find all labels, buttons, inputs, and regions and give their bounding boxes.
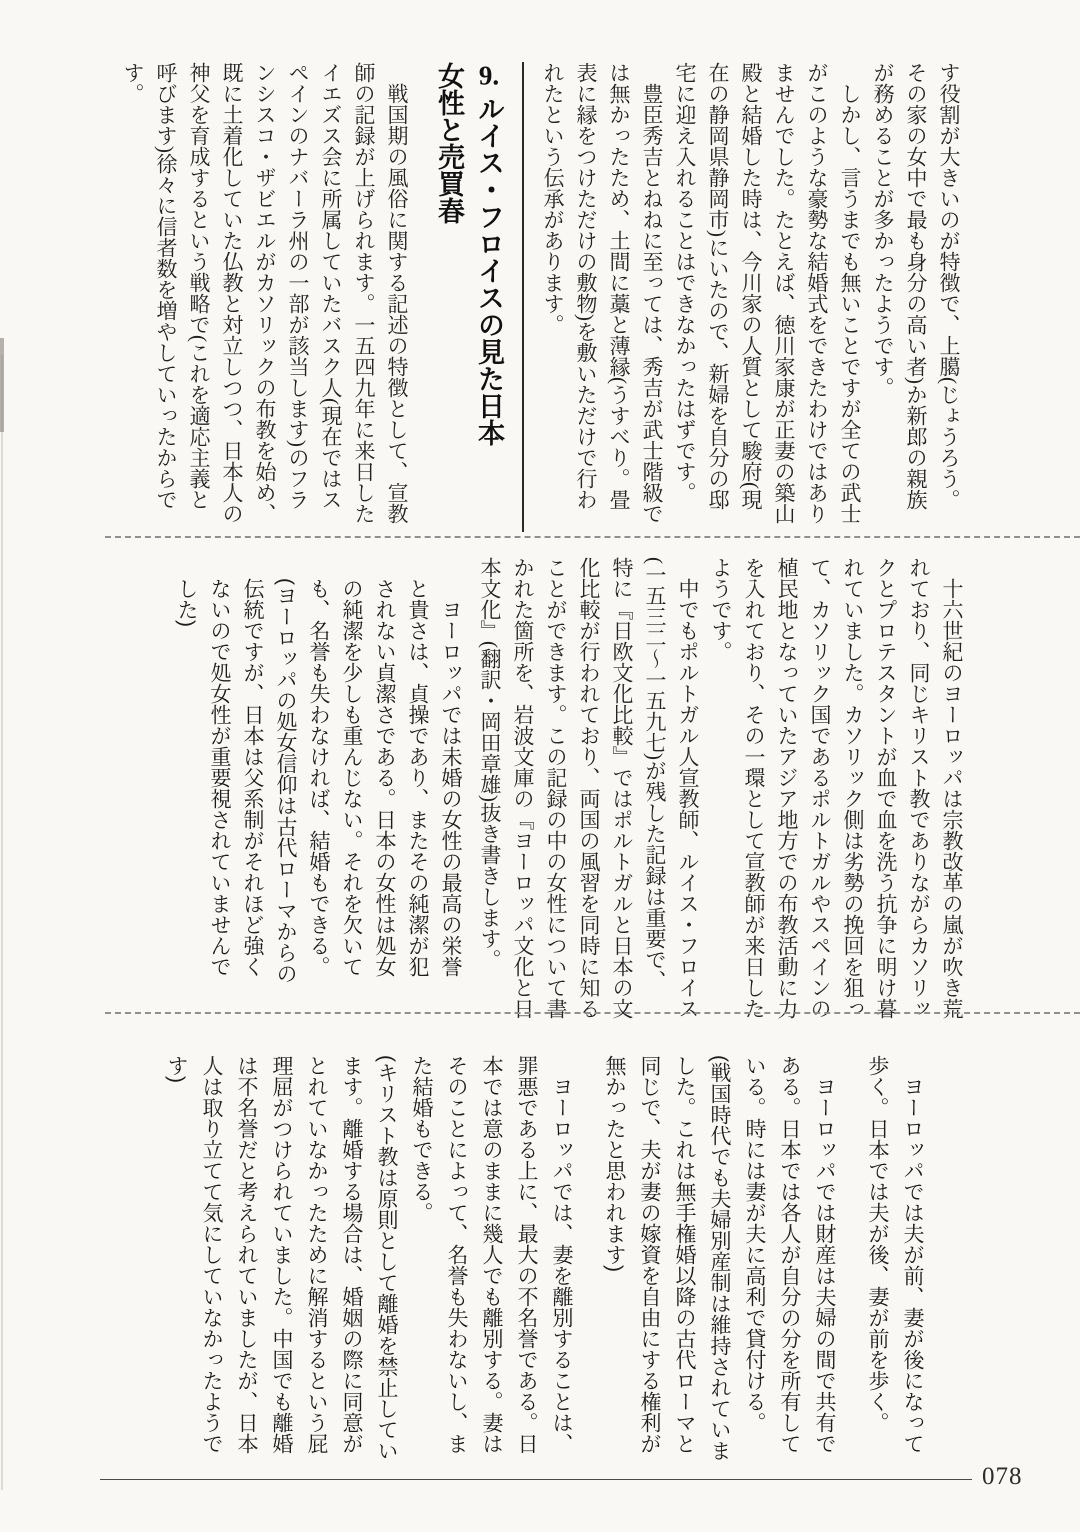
dashed-divider-1: [105, 536, 1080, 538]
text-column: れており、同じキリスト教でありながらカソリッ: [907, 557, 931, 1019]
text-column: 既に土着化していた仏教と対立しつつ、日本人の: [220, 62, 244, 524]
page-number: 078: [982, 1463, 1023, 1490]
text-column: す役割が大きいのが特徴で、上臈(じょうろう。: [937, 62, 961, 510]
text-column: は不名誉だと考えられていましたが、日本: [235, 1055, 258, 1454]
text-column: クとプロテスタントが血で血を洗う抗争に明け暮: [874, 557, 898, 1019]
text-column: かれた箇所を、岩波文庫の『ヨーロッパ文化と日: [511, 557, 535, 1019]
text-column: した): [175, 578, 198, 627]
text-column: 植民地となっていたアジア地方での布教活動に力: [775, 557, 799, 1019]
text-column: 宅に迎え入れることはできなかったはずです。: [673, 62, 697, 503]
text-column: (戦国時代でも夫婦別産制は維持されていま: [708, 1055, 731, 1461]
text-column: 十六世紀のヨーロッパは宗教改革の嵐が吹き荒: [940, 578, 964, 1019]
dashed-divider-2: [105, 1012, 1080, 1014]
section-bottom-band: [140, 1055, 930, 1475]
text-column: そのことによって、名誉も失わないし、ま: [445, 1055, 468, 1454]
text-column: とれていなかったために解消するという屁: [305, 1055, 328, 1454]
text-column: す): [165, 1055, 188, 1083]
text-column: 理屈がつけられていました。中国でも離婚: [270, 1055, 293, 1454]
text-column: 本文化』(翻訳・岡田章雄)抜き書きします。: [478, 557, 502, 970]
text-column: 本では意のままに幾人でも離別する。妻は: [480, 1055, 503, 1454]
text-column: した。これは無手権婚以降の古代ローマと: [673, 1055, 696, 1454]
text-column: 中でもポルトガル人宣教師、ルイス・フロイス: [676, 578, 700, 1019]
text-column: れたという伝承があります。: [541, 62, 565, 335]
text-column: 伝統ですが、日本は父系制がそれほど強く: [241, 578, 264, 977]
text-column: 在の静岡県静岡市)にいたので、新婦を自分の邸: [706, 62, 730, 510]
text-column: す。: [121, 62, 145, 104]
section-heading-subtitle: 女性と売買春: [434, 62, 464, 224]
text-column: て、カソリック国であるポルトガルやスペインの: [808, 557, 832, 1019]
text-column: ある。日本では各人が自分の分を所有して: [778, 1055, 801, 1454]
text-column: の純潔を少しも重んじない。それを欠いて: [340, 578, 363, 977]
text-column: ことができます。この記録の中の女性について書: [544, 557, 568, 1019]
text-column: ませんでした。たとえば、徳川家康が正妻の築山: [772, 62, 796, 524]
footer-rule: [100, 1479, 972, 1480]
text-column: がこのような豪勢な結婚式をできたわけではあり: [805, 62, 829, 524]
text-column: (キリスト教は原則として離婚を禁止してい: [375, 1055, 398, 1461]
text-column: 神父を育成するという戦略で(これを適応主義と: [187, 62, 211, 510]
text-column: が務めることが多かったようです。: [871, 62, 895, 398]
text-column: ないので処女性が重要視されていませんで: [208, 578, 231, 977]
text-column: 同じで、夫が妻の嫁資を自由にする権利が: [638, 1055, 661, 1454]
text-column: た結婚もできる。: [410, 1055, 433, 1223]
text-column: 表に縁をつけただけの敷物)を敷いただけで行わ: [574, 62, 598, 510]
text-column: (ヨーロッパの処女信仰は古代ローマからの: [274, 578, 297, 984]
text-column: も、名誉も失わなければ、結婚もできる。: [307, 578, 330, 977]
text-column: 化比較が行われており、両国の風習を同時に知る: [577, 557, 601, 1019]
scan-edge-mark: [0, 338, 4, 432]
text-column: 人は取り立てて気にしていなかったようで: [200, 1055, 223, 1454]
text-column: 無かったと思われます): [603, 1055, 626, 1272]
scan-edge-line: [1, 355, 3, 1490]
text-column: れていました。カソリック側は劣勢の挽回を狙っ: [841, 557, 865, 1019]
text-column: その家の女中で最も身分の高い者)か新郎の親族: [904, 62, 928, 510]
text-column: を入れており、その一環として宣教師が来日した: [742, 557, 766, 1019]
text-column: (一五三二〜一五九七)が残した記録は重要で、: [643, 557, 667, 991]
text-column: ヨーロッパでは、妻を離別することは、: [550, 1076, 573, 1454]
section-number: 9.: [478, 62, 500, 89]
section-title-text: ルイス・フロイスの見た日本: [474, 95, 504, 446]
text-column: と貴さは、貞操であり、またその純潔が犯: [406, 578, 429, 977]
text-column: 殿と結婚した時は、今川家の人質として駿府(現: [739, 62, 763, 510]
text-column: 豊臣秀吉とねねに至っては、秀吉が武士階級で: [640, 83, 664, 524]
text-column: しかし、言うまでも無いことですが全ての武士: [838, 83, 862, 524]
text-column: 罪悪である上に、最大の不名誉である。日: [515, 1055, 538, 1454]
text-column: ます。離婚する場合は、婚姻の際に同意が: [340, 1055, 363, 1454]
section-middle-band: [110, 557, 968, 1019]
text-column: は無かったため、土間に藁と薄縁(うすべり。畳: [607, 62, 631, 510]
text-column: ヨーロッパでは未婚の女性の最高の栄誉: [439, 599, 462, 977]
text-column: ようです。: [709, 557, 733, 662]
section-heading-title: [469, 62, 509, 532]
section-top-band: [105, 62, 965, 532]
text-column: イエズス会に所属していたバスク人(現在ではス: [319, 62, 343, 510]
text-column: 師の記録が上げられます。一五四九年に来日した: [352, 62, 376, 524]
text-column: ヨーロッパでは夫が前、妻が後になって: [901, 1076, 924, 1454]
text-column: ンシスコ・ザビエルがカソリックの布教を始め、: [253, 62, 277, 524]
text-column: いる。時には妻が夫に高利で貸付ける。: [743, 1055, 766, 1433]
text-column: 呼びます)徐々に信者数を増やしていったからで: [154, 62, 178, 510]
text-column: ヨーロッパでは財産は夫婦の間で共有で: [813, 1076, 836, 1454]
section-heading: [429, 62, 524, 532]
text-column: されない貞潔さである。日本の女性は処女: [373, 578, 396, 977]
text-column: 特に『日欧文化比較』ではポルトガルと日本の文: [610, 557, 634, 1019]
text-column: 歩く。日本では夫が後、妻が前を歩く。: [866, 1055, 889, 1433]
text-column: ペインのナバーラ州の一部が該当します)のフラ: [286, 62, 310, 510]
text-column: 戦国期の風俗に関する記述の特徴として、宣教: [385, 83, 409, 524]
